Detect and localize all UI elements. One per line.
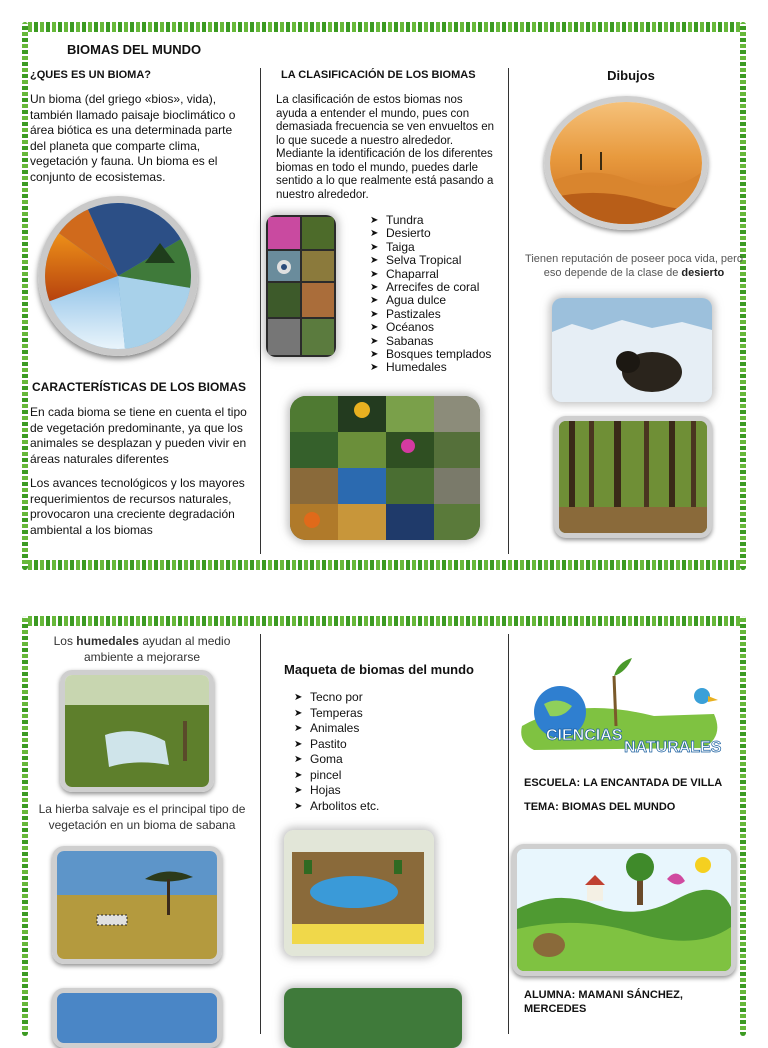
material-list-item: ➤ Hojas <box>294 783 341 797</box>
biome-model-photo <box>284 830 434 956</box>
vine-border-left <box>22 616 28 1036</box>
biome-list-item: ➤ Tundra <box>370 213 424 227</box>
arrowhead-bullet-icon: ➤ <box>370 268 379 280</box>
model-photo-partial <box>284 988 462 1048</box>
brochure-page-back <box>22 616 746 1036</box>
column-divider-2 <box>508 68 509 554</box>
arrowhead-bullet-icon: ➤ <box>294 754 303 765</box>
arrowhead-bullet-icon: ➤ <box>370 228 379 240</box>
biome-cartoon-illustration <box>512 844 736 976</box>
biome-list-item: ➤ Taiga <box>370 239 415 254</box>
biome-list-item: ➤ Sabanas <box>370 333 434 348</box>
arrowhead-bullet-icon: ➤ <box>294 800 303 812</box>
vine-border-right <box>740 22 746 570</box>
biome-list-item: ➤ Agua dulce <box>370 293 447 308</box>
model-heading: Maqueta de biomas del mundo <box>284 662 474 677</box>
material-list-item: ➤ Temperas <box>294 705 363 720</box>
biome-list-item: ➤ Humedales <box>370 360 447 375</box>
topic-label: TEMA: BIOMAS DEL MUNDO <box>524 801 676 813</box>
arrowhead-bullet-icon: ➤ <box>370 255 379 267</box>
vine-border-top <box>22 22 746 32</box>
desert-caption: Tienen reputación de poseer poca vida, pero eso depende de la clase de desierto <box>525 253 743 279</box>
page-title: BIOMAS DEL MUNDO <box>67 42 202 57</box>
arrowhead-bullet-icon: ➤ <box>370 335 379 347</box>
biome-types-list <box>370 214 491 375</box>
wetlands-photo <box>60 670 214 792</box>
forest-photo <box>554 416 712 538</box>
arrowhead-bullet-icon: ➤ <box>370 282 379 294</box>
material-list-item: ➤ Pastito <box>294 736 347 751</box>
ciencias-naturales-logo <box>514 656 736 760</box>
lower-photo-partial <box>52 988 222 1048</box>
arrowhead-bullet-icon: ➤ <box>294 707 303 719</box>
vine-border-right <box>740 616 746 1036</box>
biome-list-item: ➤ Bosques templados <box>370 347 492 362</box>
arrowhead-bullet-icon: ➤ <box>370 322 379 334</box>
biomes-circle-collage <box>38 196 198 356</box>
section-heading-what-is-biome: ¿QUES ES UN BIOMA? <box>30 69 152 81</box>
wildlife-photo-strip <box>266 215 336 357</box>
biome-list-item: ➤ Chaparral <box>370 266 439 281</box>
paragraph-classification: La clasificación de estos biomas nos ayuda a entender el mundo, pues con demasiada frecuencia se ven envueltos en lo que sucede a nuestro alrededor. Mediante la identificación de los diferentes biomas en todo el mundo, puedes darle sentido a lo que realmente está pasando a nuestro alrededor. <box>276 94 495 201</box>
biomes-collage-image <box>45 203 191 349</box>
arrowhead-bullet-icon: ➤ <box>370 295 379 307</box>
animals-collage-photo <box>290 396 480 540</box>
section-heading-biome-characteristics: CARACTERÍSTICAS DE LOS BIOMAS <box>32 380 247 394</box>
arrowhead-bullet-icon: ➤ <box>370 349 379 361</box>
material-list-item: ➤ Goma <box>294 752 343 766</box>
material-list-item: ➤ Tecno por <box>294 690 363 704</box>
materials-list <box>294 690 379 814</box>
biome-list-item: ➤ Desierto <box>370 226 431 241</box>
logo-text-ciencias: CIENCIAS <box>546 727 623 744</box>
biome-list-item: ➤ Océanos <box>370 320 435 335</box>
student-label: ALUMNA: MAMANI SÁNCHEZ, MERCEDES <box>524 989 683 1015</box>
biome-list-item: ➤ Pastizales <box>370 306 441 321</box>
column-divider-1 <box>260 634 261 1034</box>
desert-oval-photo <box>544 96 708 230</box>
arrowhead-bullet-icon: ➤ <box>294 769 303 781</box>
arrowhead-bullet-icon: ➤ <box>370 362 379 374</box>
section-heading-classification: LA CLASIFICACIÓN DE LOS BIOMAS <box>281 69 476 81</box>
school-label: ESCUELA: LA ENCANTADA DE VILLA <box>524 777 723 789</box>
biome-list-item: ➤ Selva Tropical <box>370 253 462 268</box>
paragraph-what-is-biome: Un bioma (del griego «bios», vida), también llamado paisaje bioclimático o área biótica es una determinada parte del planeta que comparte clima, vegetación y fauna. Un bioma es el conjunto de ecosistemas. <box>30 92 236 184</box>
vine-border-left <box>22 22 28 570</box>
savanna-caption: La hierba salvaje es el principal tipo de vegetación en un bioma de sabana <box>38 802 246 832</box>
tundra-musk-ox-photo <box>552 298 712 402</box>
column-divider-2 <box>508 634 509 1034</box>
material-list-item: ➤ Arbolitos etc. <box>294 798 380 813</box>
paragraph-characteristics-2: Los avances tecnológicos y los mayores requerimientos de recursos naturales, provocaron una creciente degradación ambiental a los biomas <box>30 476 245 537</box>
arrowhead-bullet-icon: ➤ <box>294 738 303 750</box>
wetlands-caption: Los humedales ayudan al medio ambiente a mejorarse <box>53 634 231 664</box>
savanna-photo <box>52 846 222 964</box>
logo-text-naturales: NATURALES <box>624 739 722 756</box>
arrowhead-bullet-icon: ➤ <box>370 215 379 226</box>
paragraph-characteristics-1: En cada bioma se tiene en cuenta el tipo de vegetación predominante, ya que los animales se desplazan y pueden vivir en áreas naturales diferentes <box>30 405 247 466</box>
material-list-item: ➤ pincel <box>294 767 342 782</box>
vine-border-top <box>22 616 746 626</box>
arrowhead-bullet-icon: ➤ <box>370 308 379 320</box>
drawings-heading: Dibujos <box>607 68 655 83</box>
arrowhead-bullet-icon: ➤ <box>294 785 303 796</box>
brochure-page-front <box>22 22 746 570</box>
arrowhead-bullet-icon: ➤ <box>294 692 303 703</box>
material-list-item: ➤ Animales <box>294 721 360 735</box>
arrowhead-bullet-icon: ➤ <box>370 241 379 253</box>
column-divider-1 <box>260 68 261 554</box>
arrowhead-bullet-icon: ➤ <box>294 723 303 734</box>
vine-border-bottom <box>22 560 746 570</box>
biome-list-item: ➤ Arrecifes de coral <box>370 280 480 295</box>
